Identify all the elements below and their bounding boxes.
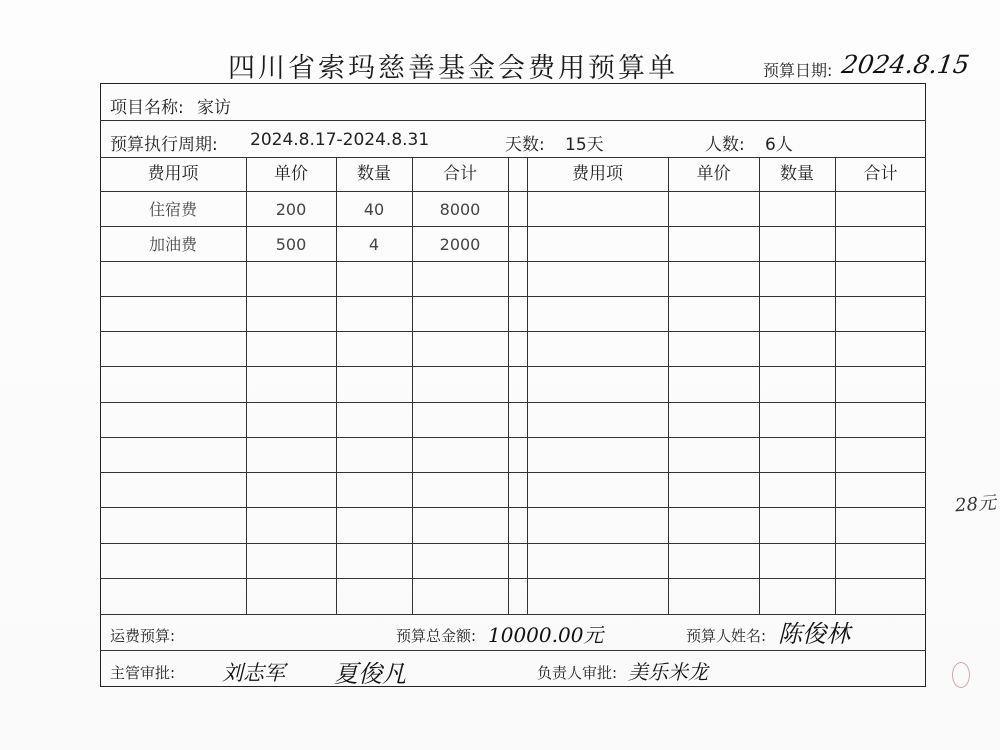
preparer-signature: 陈俊林 [778, 620, 850, 648]
column-header-item: 费用项 [147, 164, 199, 184]
column-line [835, 157, 836, 614]
supervisor-approval-label: 主管审批: [110, 664, 176, 682]
column-header-qty: 数量 [357, 164, 391, 184]
table-cell-total: 2000 [439, 235, 481, 254]
divider-line [100, 366, 926, 367]
column-line [527, 157, 528, 614]
table-cell-item: 加油费 [148, 235, 197, 254]
total-amount-value: 10000.00元 [488, 623, 604, 647]
divider-line [100, 578, 926, 579]
project-name-value: 家访 [197, 98, 231, 118]
column-header-qty-right: 数量 [780, 164, 814, 184]
supervisor-signature-2: 夏俊凡 [334, 660, 406, 688]
column-header-item-right: 费用项 [572, 164, 623, 184]
days-value: 15天 [565, 135, 604, 155]
responsible-approval-label: 负责人审批: [537, 664, 618, 682]
column-header-total-right: 合计 [863, 164, 898, 184]
responsible-signature: 美乐米龙 [628, 660, 708, 684]
column-header-price-right: 单价 [696, 164, 731, 184]
period-label: 预算执行周期: [110, 135, 218, 155]
total-amount-label: 预算总金额: [396, 627, 477, 645]
column-header-price: 单价 [274, 164, 308, 184]
table-cell-price: 200 [275, 200, 307, 219]
divider-line [100, 472, 926, 473]
column-header-total: 合计 [443, 164, 477, 184]
divider-line [100, 507, 926, 508]
table-cell-total: 8000 [439, 200, 481, 219]
budget-date-value: 2024.8.15 [839, 50, 972, 79]
supervisor-signature-1: 刘志军 [222, 661, 285, 685]
divider-line [100, 437, 926, 438]
budget-date-label: 预算日期: [763, 61, 833, 80]
table-cell-qty: 40 [363, 200, 385, 219]
binding-hole [952, 662, 970, 688]
divider-line [100, 402, 926, 403]
column-line [668, 157, 669, 614]
people-value: 6人 [765, 135, 793, 155]
preparer-name-label: 预算人姓名: [686, 627, 767, 645]
table-cell-qty: 4 [368, 235, 380, 254]
divider-line [100, 331, 926, 332]
days-label: 天数: [505, 135, 545, 155]
period-value: 2024.8.17-2024.8.31 [250, 130, 430, 150]
project-name-label: 项目名称: [110, 98, 184, 118]
column-line [759, 157, 760, 614]
divider-line [100, 120, 926, 121]
table-cell-price: 500 [275, 235, 307, 254]
freight-budget-label: 运费预算: [110, 627, 176, 645]
column-line [508, 157, 509, 614]
divider-line [100, 650, 926, 651]
divider-line [100, 543, 926, 544]
document-title: 四川省索玛慈善基金会费用预算单 [228, 53, 678, 84]
table-cell-item: 住宿费 [148, 200, 197, 219]
margin-note: 28元 [954, 492, 997, 517]
people-label: 人数: [705, 135, 745, 155]
divider-line [100, 296, 926, 297]
